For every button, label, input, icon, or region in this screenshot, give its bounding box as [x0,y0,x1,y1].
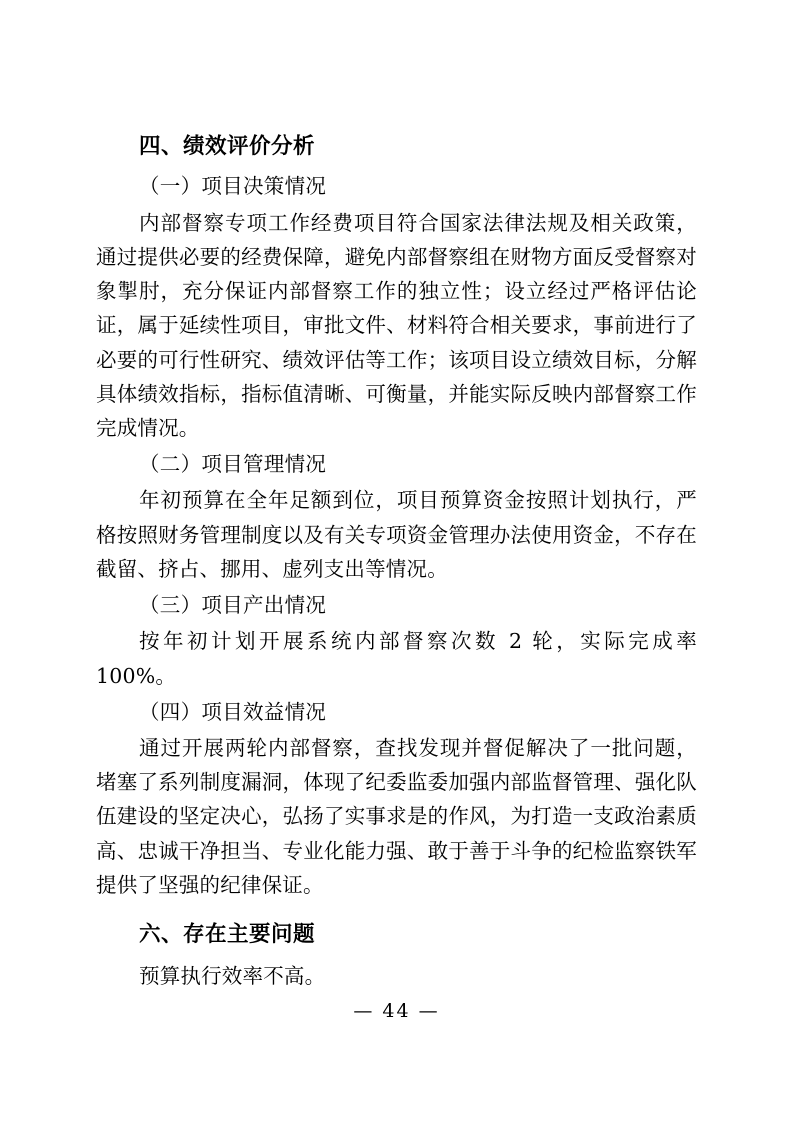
subsection-heading-project-decision: （一）项目决策情况 [139,174,327,199]
section-heading-main-problems: 六、存在主要问题 [139,922,316,948]
paragraph-project-benefit: 通过开展两轮内部督察，查找发现并督促解决了一批问题，堵塞了系列制度漏洞，体现了纪委监委加强内部监督管理、强化队伍建设的坚定决心，弘扬了实事求是的作风，为打造一支政治素质高、忠诚干净担当、专业化能力强、敢于善于斗争的纪检监察铁军提供了坚强的纪律保证。 [96,736,697,897]
section-heading-performance-evaluation: 四、绩效评价分析 [139,134,316,159]
page-number: — 44 — [353,1000,440,1022]
paragraph-project-management: 年初预算在全年足额到位，项目预算资金按照计划执行，严格按照财务管理制度以及有关专项资金管理办法使用资金，不存在截留、挤占、挪用、虚列支出等情况。 [96,488,697,581]
subsection-heading-project-management: （二）项目管理情况 [139,452,327,477]
subsection-heading-project-benefit: （四）项目效益情况 [139,699,327,724]
paragraph-project-output: 按年初计划开展系统内部督察次数 2 轮，实际完成率 100%。 [96,629,697,688]
subsection-heading-project-output: （三）项目产出情况 [139,593,327,618]
document-body [96,130,697,993]
paragraph-project-decision: 内部督察专项工作经费项目符合国家法律法规及相关政策，通过提供必要的经费保障，避免内部督察组在财物方面反受督察对象掣肘，充分保证内部督察工作的独立性；设立经过严格评估论证，属于延续性项目，审批文件、材料符合相关要求，事前进行了必要的可行性研究、绩效评估等工作；该项目设立绩效目标，分解具体绩效指标，指标值清晰、可衡量，并能实际反映内部督察工作完成情况。 [96,210,697,440]
paragraph-main-problems: 预算执行效率不高。 [139,963,326,988]
